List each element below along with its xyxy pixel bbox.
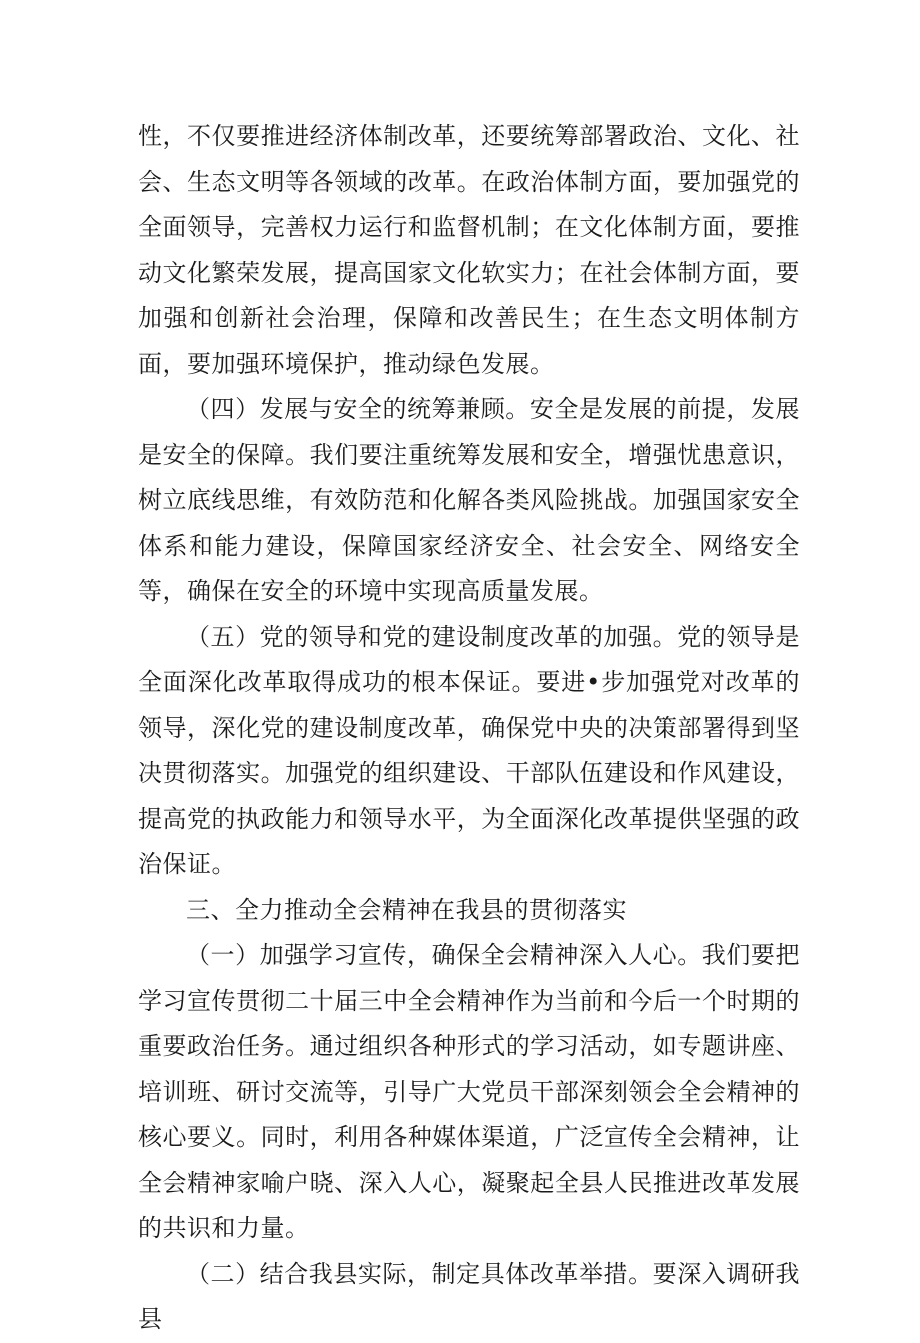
paragraph-development-security: （四）发展与安全的统筹兼顾。安全是发展的前提，发展是安全的保障。我们要注重统筹发展和安全，增强忧患意识，树立底线思维，有效防范和化解各类风险挑战。加强国家安全体系和能力建设，保障国家经济安全、社会安全、网络安全等，确保在安全的环境中实现高质量发展。 <box>138 395 800 605</box>
paragraph-party-leadership: （五）党的领导和党的建设制度改革的加强。党的领导是全面深化改革取得成功的根本保证。要进•步加强党对改革的领导，深化党的建设制度改革，确保党中央的决策部署得到坚决贯彻落实。加强党的组织建设、干部队伍建设和作风建设，提高党的执政能力和领导水平，为全面深化改革提供坚强的政治保证。 <box>138 622 800 878</box>
section-heading-three: 三、全力推动全会精神在我县的贯彻落实 <box>186 895 627 924</box>
paragraph-reform-fields: 性，不仅要推进经济体制改革，还要统筹部署政治、文化、社会、生态文明等各领域的改革。在政治体制方面，要加强党的全面领导，完善权力运行和监督机制；在文化体制方面，要推动文化繁荣发展，提高国家文化软实力；在社会体制方面，要加强和创新社会治理，保障和改善民生；在生态文明体制方面，要加强环境保护，推动绿色发展。 <box>138 122 800 378</box>
paragraph-local-measures: （二）结合我县实际，制定具体改革举措。要深入调研我县 <box>138 1259 800 1333</box>
paragraph-study-publicity: （一）加强学习宣传，确保全会精神深入人心。我们要把学习宣传贯彻二十届三中全会精神作为当前和今后一个时期的重要政治任务。通过组织各种形式的学习活动，如专题讲座、培训班、研讨交流等，引导广大党员干部深刻领会全会精神的核心要义。同时，利用各种媒体渠道，广泛宣传全会精神，让全会精神家喻户晓、深入人心，凝聚起全县人民推进改革发展的共识和力量。 <box>138 941 800 1242</box>
document-body <box>138 114 800 1343</box>
